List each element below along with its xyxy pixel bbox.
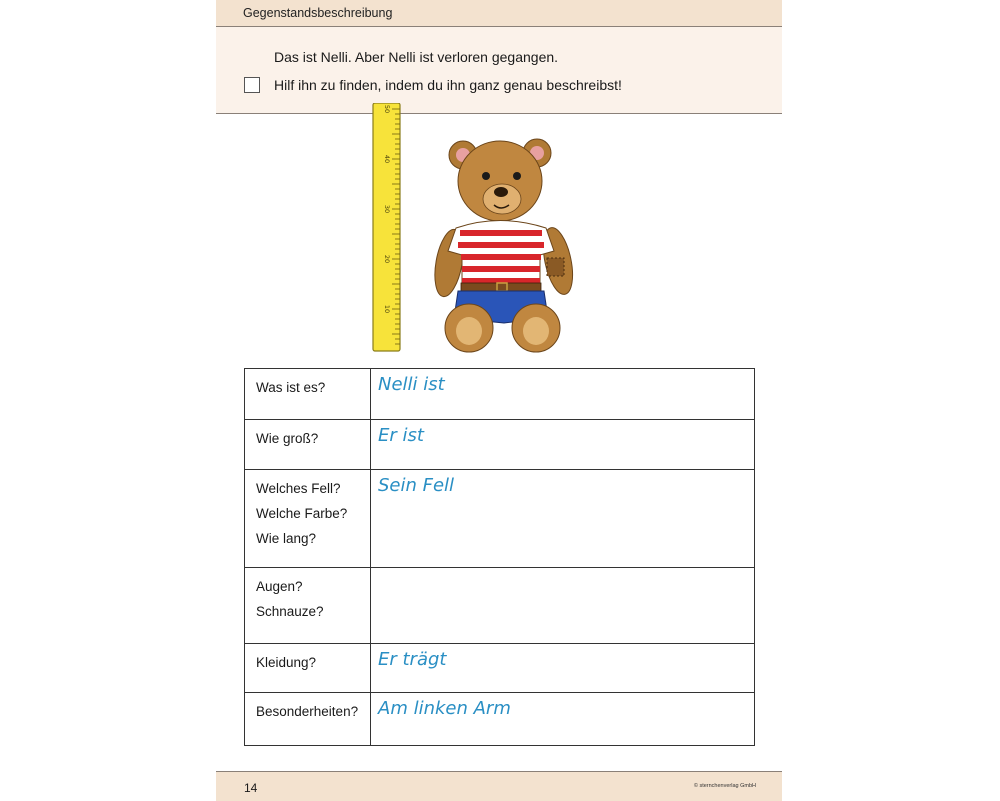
teddy-bear-illustration — [434, 133, 574, 358]
answer-text[interactable]: Er trägt — [378, 649, 447, 670]
answer-text[interactable]: Sein Fell — [378, 475, 455, 496]
question-cell — [245, 420, 371, 470]
ruler-label-40: 40 — [383, 154, 391, 164]
question-cell — [245, 693, 371, 746]
ruler-label-20: 20 — [383, 254, 391, 264]
question-cell — [245, 568, 371, 644]
question-cell — [245, 470, 371, 568]
question-label: Augen? — [256, 579, 303, 594]
question-label: Wie lang? — [256, 531, 317, 546]
task-instruction: Hilf ihn zu finden, indem du ihn ganz genau beschreibst! — [274, 77, 622, 93]
description-table — [244, 368, 755, 746]
answer-cell[interactable] — [371, 568, 755, 644]
intro-box — [216, 27, 782, 114]
page-number: 14 — [244, 781, 258, 795]
question-label: Kleidung? — [256, 655, 317, 670]
question-label: Besonderheiten? — [256, 704, 359, 719]
table-row — [245, 568, 755, 644]
ruler-label-30: 30 — [383, 204, 391, 214]
table-row — [245, 420, 755, 470]
question-label: Welches Fell? — [256, 481, 341, 496]
table-row — [245, 470, 755, 568]
worksheet-page — [216, 0, 782, 800]
page-title: Gegenstandsbeschreibung — [243, 6, 393, 20]
header-bar — [216, 0, 782, 27]
answer-cell[interactable] — [371, 644, 755, 693]
question-label: Welche Farbe? — [256, 506, 348, 521]
answer-cell[interactable] — [371, 369, 755, 420]
question-label: Schnauze? — [256, 604, 324, 619]
table-row — [245, 644, 755, 693]
table-row — [245, 693, 755, 746]
answer-cell[interactable] — [371, 693, 755, 746]
question-cell — [245, 369, 371, 420]
answer-cell[interactable] — [371, 470, 755, 568]
answer-text[interactable]: Nelli ist — [378, 374, 445, 395]
task-checkbox[interactable] — [244, 77, 260, 93]
ruler-label-10: 10 — [383, 304, 391, 314]
ruler-label-50: 50 — [383, 104, 391, 114]
table-row — [245, 369, 755, 420]
question-label: Wie groß? — [256, 431, 319, 446]
question-label: Was ist es? — [256, 380, 326, 395]
footer-bar — [216, 771, 782, 801]
answer-text[interactable]: Am linken Arm — [378, 698, 511, 719]
answer-text[interactable]: Er ist — [378, 425, 424, 446]
question-cell — [245, 644, 371, 693]
ruler-illustration — [370, 103, 404, 353]
answer-cell[interactable] — [371, 420, 755, 470]
intro-text: Das ist Nelli. Aber Nelli ist verloren gegangen. — [274, 49, 559, 65]
copyright-text: © sternchenverlag GmbH — [693, 783, 756, 789]
